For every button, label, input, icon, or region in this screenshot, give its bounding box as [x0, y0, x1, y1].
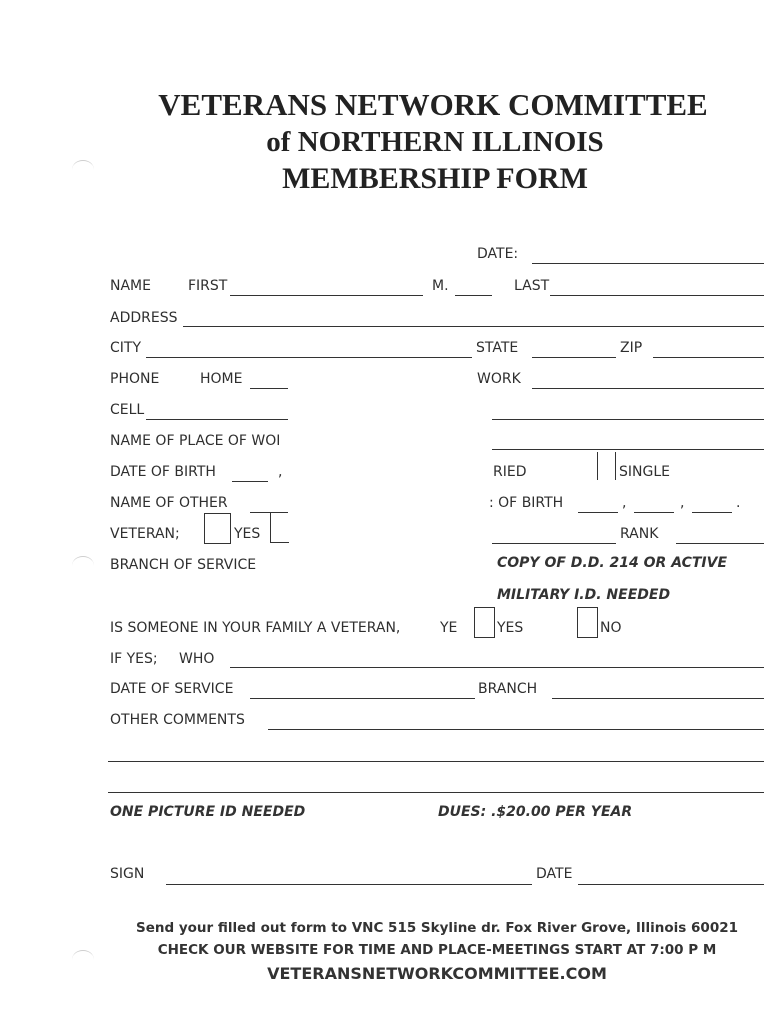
if-yes-label: IF YES; [110, 651, 158, 667]
dues-notice: DUES: .$20.00 PER YEAR [438, 804, 633, 820]
unlabeled-field-right[interactable] [492, 419, 764, 420]
zip-field[interactable] [653, 357, 764, 358]
veteran-yes-checkbox[interactable] [204, 513, 231, 544]
state-field[interactable] [532, 357, 616, 358]
first-name-field[interactable] [230, 295, 423, 296]
other-dob-day-field[interactable] [634, 512, 674, 513]
city-label: CITY [110, 340, 142, 356]
address-field[interactable] [183, 326, 764, 327]
zip-label: ZIP [620, 340, 643, 356]
other-dob-month-field[interactable] [578, 512, 618, 513]
family-veteran-yes-label: YES [497, 620, 524, 636]
date-field[interactable] [532, 263, 764, 264]
dob-separator: , [278, 464, 283, 480]
branch-field[interactable] [552, 698, 764, 699]
name-of-other-label: NAME OF OTHER [110, 495, 228, 511]
other-comments-label: OTHER COMMENTS [110, 712, 245, 728]
form-subtitle: of NORTHERN ILLINOIS [266, 126, 604, 158]
other-dob-separator-2: , [680, 495, 685, 511]
rank-label: RANK [620, 526, 659, 542]
veteran-no-checkbox[interactable] [270, 513, 289, 543]
single-label: SINGLE [619, 464, 670, 480]
date-of-service-field[interactable] [250, 698, 475, 699]
mailing-instructions: Send your filled out form to VNC 515 Skyline dr. Fox River Grove, Illinois 60021 [135, 920, 738, 936]
last-label: LAST [514, 278, 550, 294]
website-url: VETERANSNETWORKCOMMITTEE.COM [267, 964, 607, 983]
work-phone-label: WORK [477, 371, 521, 387]
date-of-service-label: DATE OF SERVICE [110, 681, 234, 697]
married-label: RIED [493, 464, 527, 480]
signature-field[interactable] [166, 884, 532, 885]
meeting-info: CHECK OUR WEBSITE FOR TIME AND PLACE-MEETINGS START AT 7:00 P M [157, 942, 717, 958]
form-title: VETERANS NETWORK COMMITTEE [158, 87, 708, 122]
form-heading: MEMBERSHIP FORM [282, 162, 588, 195]
other-dob-year-field[interactable] [692, 512, 732, 513]
dd214-notice-line2: MILITARY I.D. NEEDED [497, 587, 671, 603]
family-veteran-no-label: NO [600, 620, 622, 636]
middle-initial-field[interactable] [455, 295, 492, 296]
single-checkbox[interactable] [597, 452, 616, 480]
city-field[interactable] [146, 357, 472, 358]
family-veteran-yes-checkbox[interactable] [474, 607, 495, 638]
picture-id-notice: ONE PICTURE ID NEEDED [110, 804, 306, 820]
middle-label: M. [432, 278, 449, 294]
place-of-work-label: NAME OF PLACE OF WOI [110, 433, 281, 449]
family-veteran-yes-partial: YE [440, 620, 458, 636]
other-dob-separator-1: , [622, 495, 627, 511]
veteran-yes-label: YES [234, 526, 261, 542]
work-phone-field[interactable] [532, 388, 764, 389]
punch-hole-mark [72, 556, 94, 575]
sign-date-label: DATE [536, 866, 573, 882]
cell-phone-field[interactable] [146, 419, 288, 420]
branch-of-service-label: BRANCH OF SERVICE [110, 557, 257, 573]
branch-label: BRANCH [478, 681, 538, 697]
date-of-birth-label: DATE OF BIRTH [110, 464, 216, 480]
cell-label: CELL [110, 402, 145, 418]
name-label: NAME [110, 278, 151, 294]
phone-label: PHONE [110, 371, 160, 387]
other-dob-separator-3: . [736, 495, 741, 511]
other-date-of-birth-label: : OF BIRTH [489, 495, 564, 511]
state-label: STATE [476, 340, 519, 356]
veteran-label: VETERAN; [110, 526, 180, 542]
date-of-birth-field[interactable] [232, 481, 268, 482]
place-of-work-field[interactable] [492, 449, 764, 450]
who-label: WHO [179, 651, 215, 667]
home-phone-field[interactable] [250, 388, 288, 389]
address-label: ADDRESS [110, 310, 178, 326]
last-name-field[interactable] [550, 295, 764, 296]
family-veteran-label: IS SOMEONE IN YOUR FAMILY A VETERAN, [110, 620, 401, 636]
rank-leader-field[interactable] [492, 543, 616, 544]
comments-line-2[interactable] [108, 761, 764, 762]
family-veteran-no-checkbox[interactable] [577, 607, 598, 638]
other-comments-field[interactable] [268, 729, 764, 730]
first-label: FIRST [188, 278, 228, 294]
home-phone-label: HOME [200, 371, 243, 387]
sign-date-field[interactable] [578, 884, 764, 885]
dd214-notice-line1: COPY OF D.D. 214 OR ACTIVE [497, 555, 728, 571]
sign-label: SIGN [110, 866, 145, 882]
rank-field[interactable] [676, 543, 764, 544]
date-label: DATE: [477, 246, 519, 262]
who-field[interactable] [230, 667, 764, 668]
comments-line-3[interactable] [108, 792, 764, 793]
